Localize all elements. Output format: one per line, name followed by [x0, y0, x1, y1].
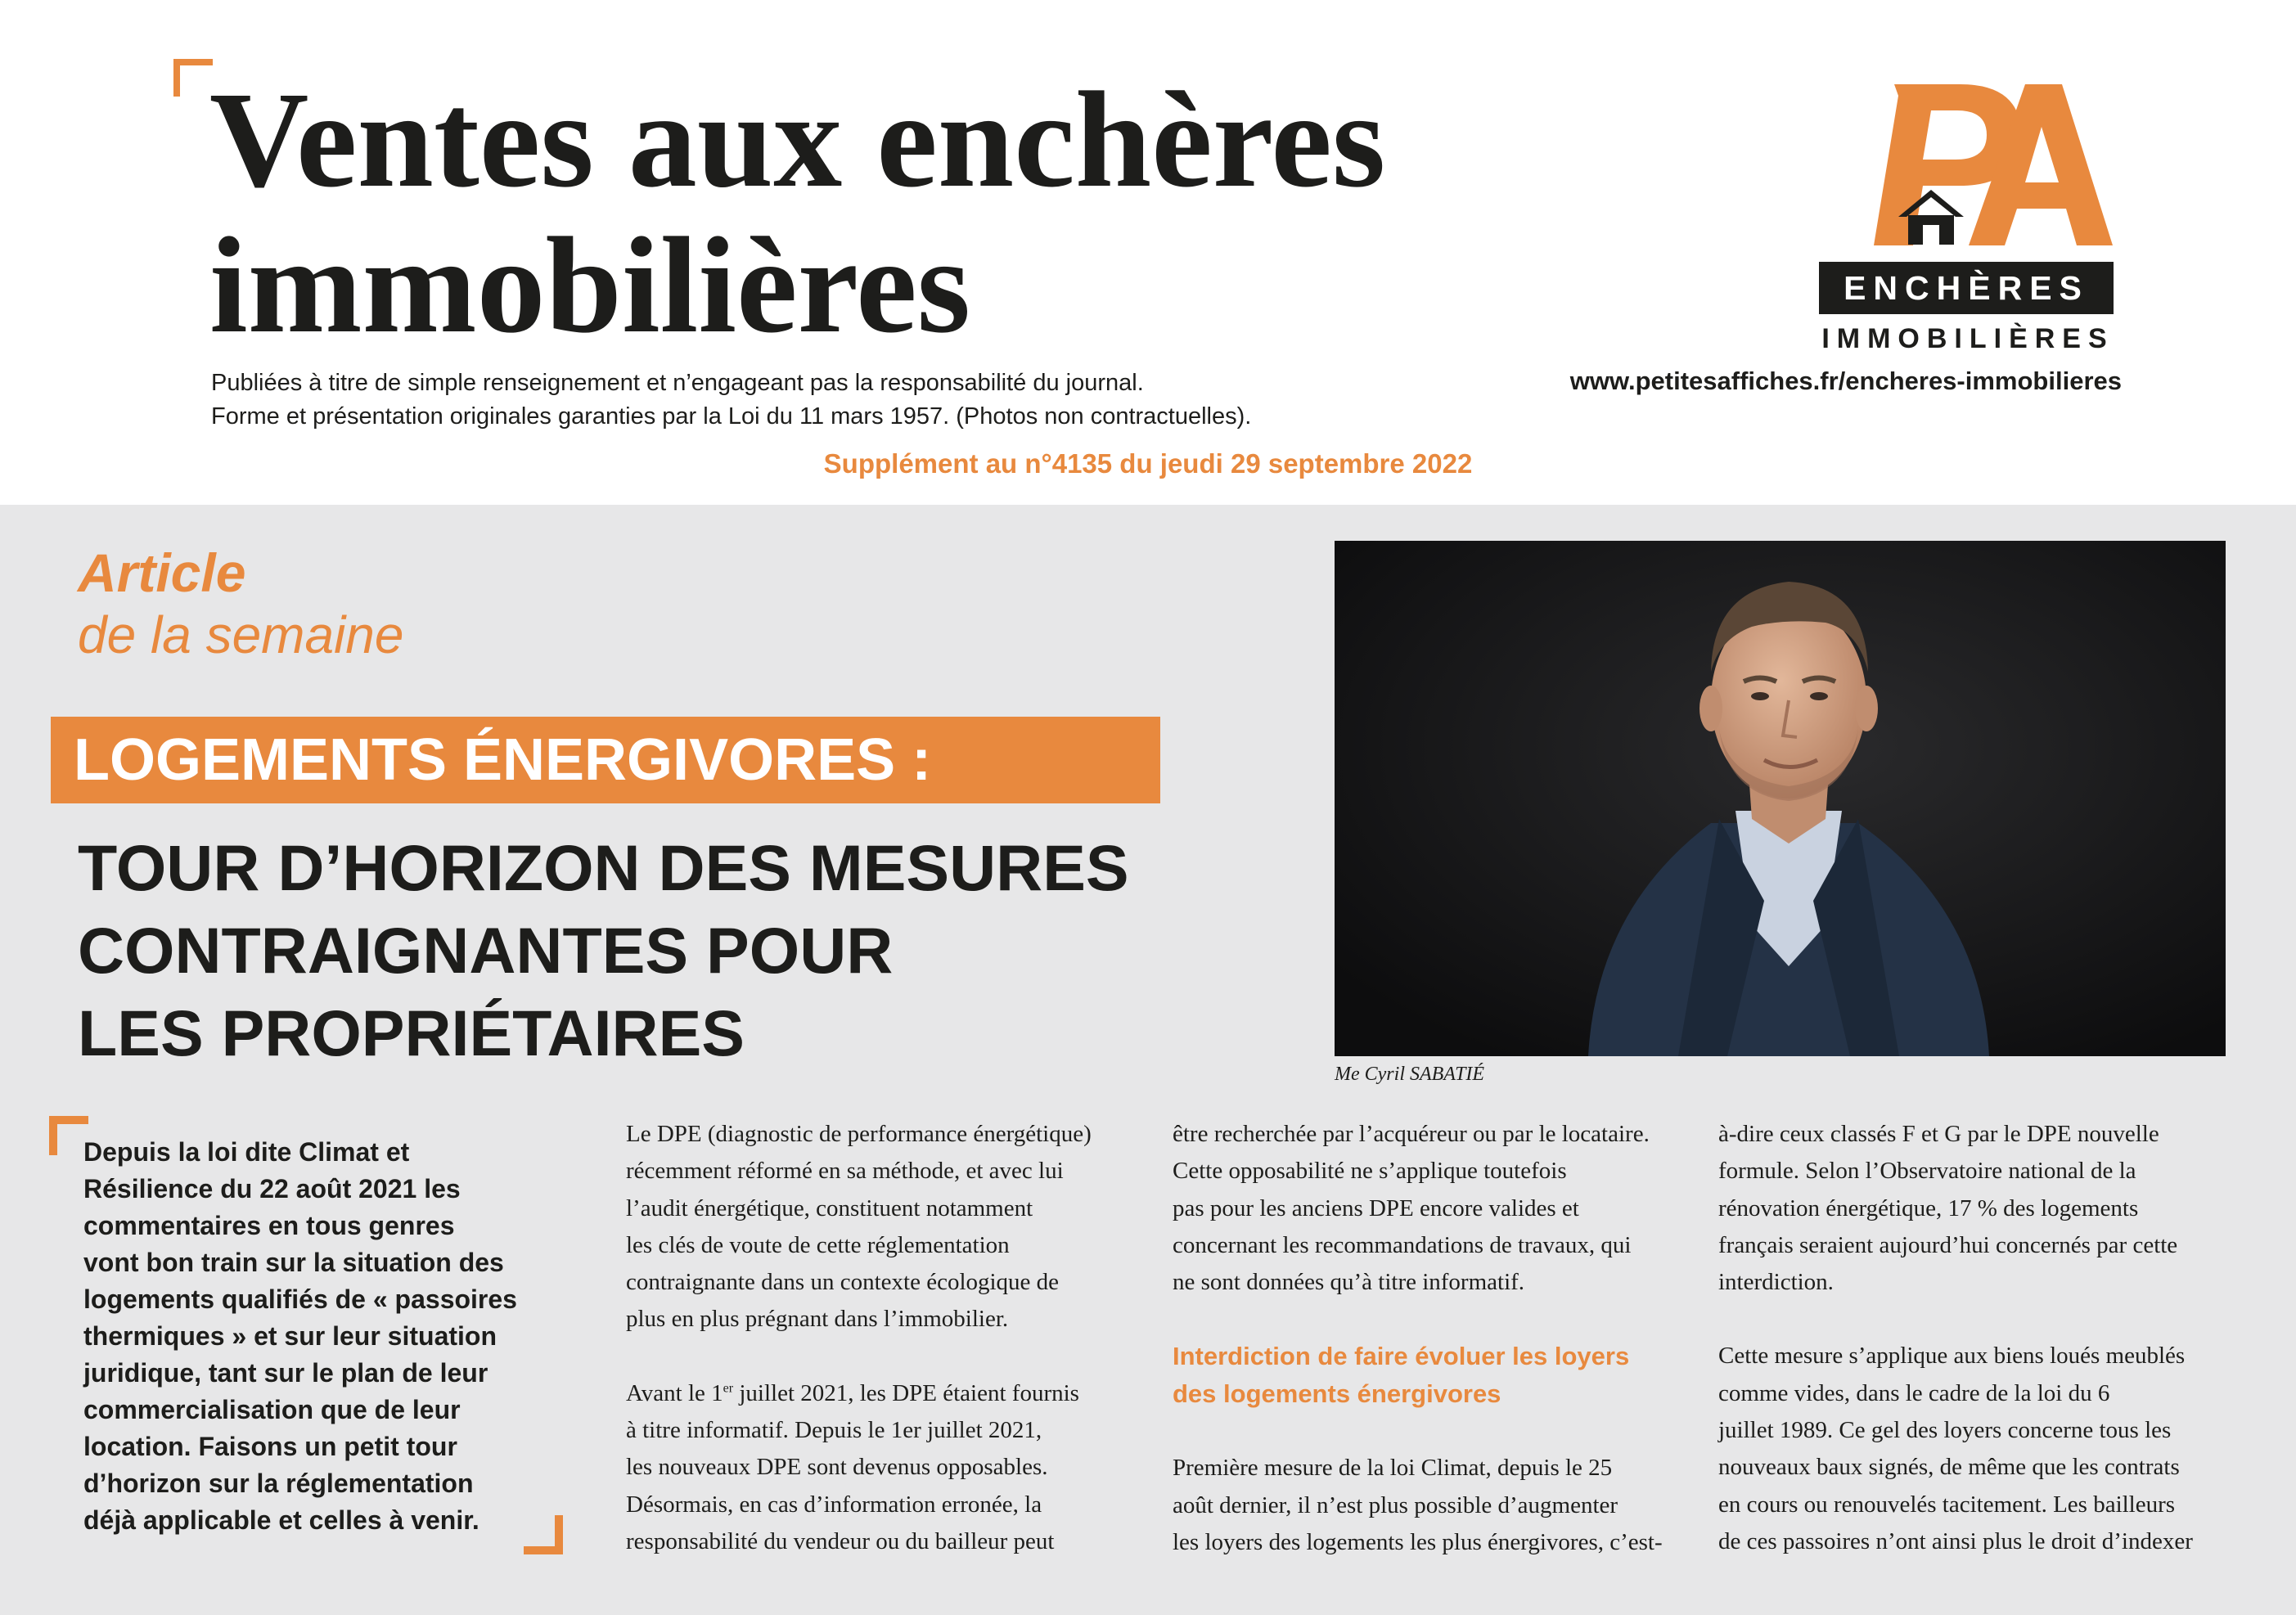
- body-line: pas pour les anciens DPE encore valides et: [1173, 1194, 1579, 1221]
- body-line: contraignante dans un contexte écologique de: [626, 1269, 1060, 1296]
- subheadline-line-1: TOUR D’HORIZON DES MESURES: [78, 831, 1129, 904]
- body-line: à titre informatif. Depuis le 1er juillet 2021,: [626, 1417, 1042, 1444]
- lead-line: commercialisation que de leur: [83, 1395, 461, 1424]
- body-line: les clés de voute de cette réglementation: [626, 1231, 1010, 1258]
- disclaimer: [211, 367, 1438, 434]
- body-line: les nouveaux DPE sont devenus opposables.: [626, 1454, 1048, 1481]
- lead-line: juridique, tant sur le plan de leur: [83, 1358, 488, 1388]
- body-line: formule. Selon l’Observatoire national de la: [1718, 1158, 2136, 1185]
- lead-line: déjà applicable et celles à venir.: [83, 1505, 479, 1535]
- body-line: Cette opposabilité ne s’applique toutefois: [1173, 1158, 1567, 1185]
- author-portrait-photo: [1335, 541, 2226, 1056]
- body-line: interdiction.: [1718, 1269, 1834, 1296]
- article-kicker: [78, 542, 732, 666]
- article-column-3: [1718, 1116, 2250, 1560]
- body-line: les loyers des logements les plus énergivores, c’est-: [1173, 1529, 1663, 1556]
- logo-wordmark: [1817, 262, 2119, 360]
- body-line: en cours ou renouvelés tacitement. Les bailleurs: [1718, 1491, 2176, 1518]
- title-corner-bracket: [173, 59, 213, 97]
- body-line: rénovation énergétique, 17 % des logements: [1718, 1194, 2139, 1221]
- body-line: de ces passoires n’ont ainsi plus le droit d’indexer: [1718, 1527, 2193, 1554]
- lead-line: Résilience du 22 août 2021 les: [83, 1174, 461, 1203]
- lead-line: Depuis la loi dite Climat et: [83, 1137, 410, 1167]
- logo: [1817, 78, 2119, 356]
- logo-word-encheres: ENCHÈRES: [1819, 262, 2114, 314]
- body-line: français seraient aujourd’hui concernés par cette: [1718, 1231, 2178, 1258]
- page-title-line-2: immobilières: [209, 209, 971, 362]
- kicker-line-2: de la semaine: [78, 605, 404, 664]
- article-headline: LOGEMENTS ÉNERGIVORES :: [74, 727, 932, 793]
- lead-line: location. Faisons un petit tour: [83, 1432, 457, 1461]
- website-link[interactable]: www.petitesaffiches.fr/encheres-immobilieres: [1569, 367, 2122, 395]
- body-line: récemment réformé en sa méthode, et avec lui: [626, 1158, 1064, 1185]
- body-line: être recherchée par l’acquéreur ou par le locataire.: [1173, 1121, 1650, 1147]
- body-line: août dernier, il n’est plus possible d’augmenter: [1173, 1491, 1618, 1518]
- section-subheading: des logements énergivores: [1173, 1379, 1501, 1409]
- lead-line: vont bon train sur la situation des: [83, 1248, 504, 1277]
- article-column-2: [1173, 1116, 1704, 1561]
- supplement-notice: Supplément au n°4135 du jeudi 29 septembre 2022: [823, 448, 1473, 479]
- article-column-1: [626, 1116, 1158, 1560]
- subheadline-line-3: LES PROPRIÉTAIRES: [78, 996, 745, 1069]
- body-line: plus en plus prégnant dans l’immobilier.: [626, 1306, 1009, 1333]
- lead-line: thermiques » et sur leur situation: [83, 1321, 497, 1351]
- body-line: Avant le 1er juillet 2021, les DPE étaient fournis: [626, 1379, 1079, 1406]
- body-line: à-dire ceux classés F et G par le DPE nouvelle: [1718, 1121, 2159, 1147]
- article-lead: [83, 1134, 542, 1539]
- body-line: Désormais, en cas d’information erronée, la: [626, 1491, 1042, 1518]
- body-line: comme vides, dans le cadre de la loi du 6: [1718, 1379, 2110, 1406]
- lead-corner-bracket-top: [49, 1116, 88, 1155]
- page-title: [209, 64, 1519, 362]
- body-line: ne sont données qu’à titre informatif.: [1173, 1269, 1525, 1296]
- page-title-line-1: Ventes aux enchères: [209, 64, 1386, 216]
- body-line: juillet 1989. Ce gel des loyers concerne tous les: [1718, 1417, 2172, 1444]
- subheadline-line-2: CONTRAIGNANTES POUR: [78, 914, 894, 987]
- body-line: l’audit énergétique, constituent notamment: [626, 1194, 1033, 1221]
- kicker-line-1: Article: [78, 542, 246, 603]
- photo-caption: Me Cyril SABATIÉ: [1335, 1064, 1485, 1085]
- lead-line: logements qualifiés de « passoires: [83, 1284, 517, 1314]
- section-subheading: Interdiction de faire évoluer les loyers: [1173, 1342, 1630, 1371]
- article-subheadline: [78, 826, 1321, 1074]
- body-line: nouveaux baux signés, de même que les contrats: [1718, 1454, 2180, 1481]
- disclaimer-line-1: Publiées à titre de simple renseignement et n’engageant pas la responsabilité du journal.: [211, 370, 1144, 396]
- disclaimer-line-2: Forme et présentation originales garanties par la Loi du 11 mars 1957. (Photos non contractuelles).: [211, 403, 1252, 430]
- body-line: responsabilité du vendeur ou du bailleur peut: [626, 1527, 1055, 1554]
- body-line: Cette mesure s’applique aux biens loués meublés: [1718, 1343, 2186, 1370]
- lead-line: commentaires en tous genres: [83, 1211, 455, 1240]
- body-line: Le DPE (diagnostic de performance énergétique): [626, 1121, 1092, 1147]
- body-line: concernant les recommandations de travaux, qui: [1173, 1231, 1632, 1258]
- lead-line: d’horizon sur la réglementation: [83, 1469, 474, 1498]
- logo-word-immobilieres: IMMOBILIÈRES: [1821, 323, 2114, 354]
- body-line: Première mesure de la loi Climat, depuis le 25: [1173, 1455, 1613, 1482]
- pa-logo-mark: [1817, 78, 2119, 262]
